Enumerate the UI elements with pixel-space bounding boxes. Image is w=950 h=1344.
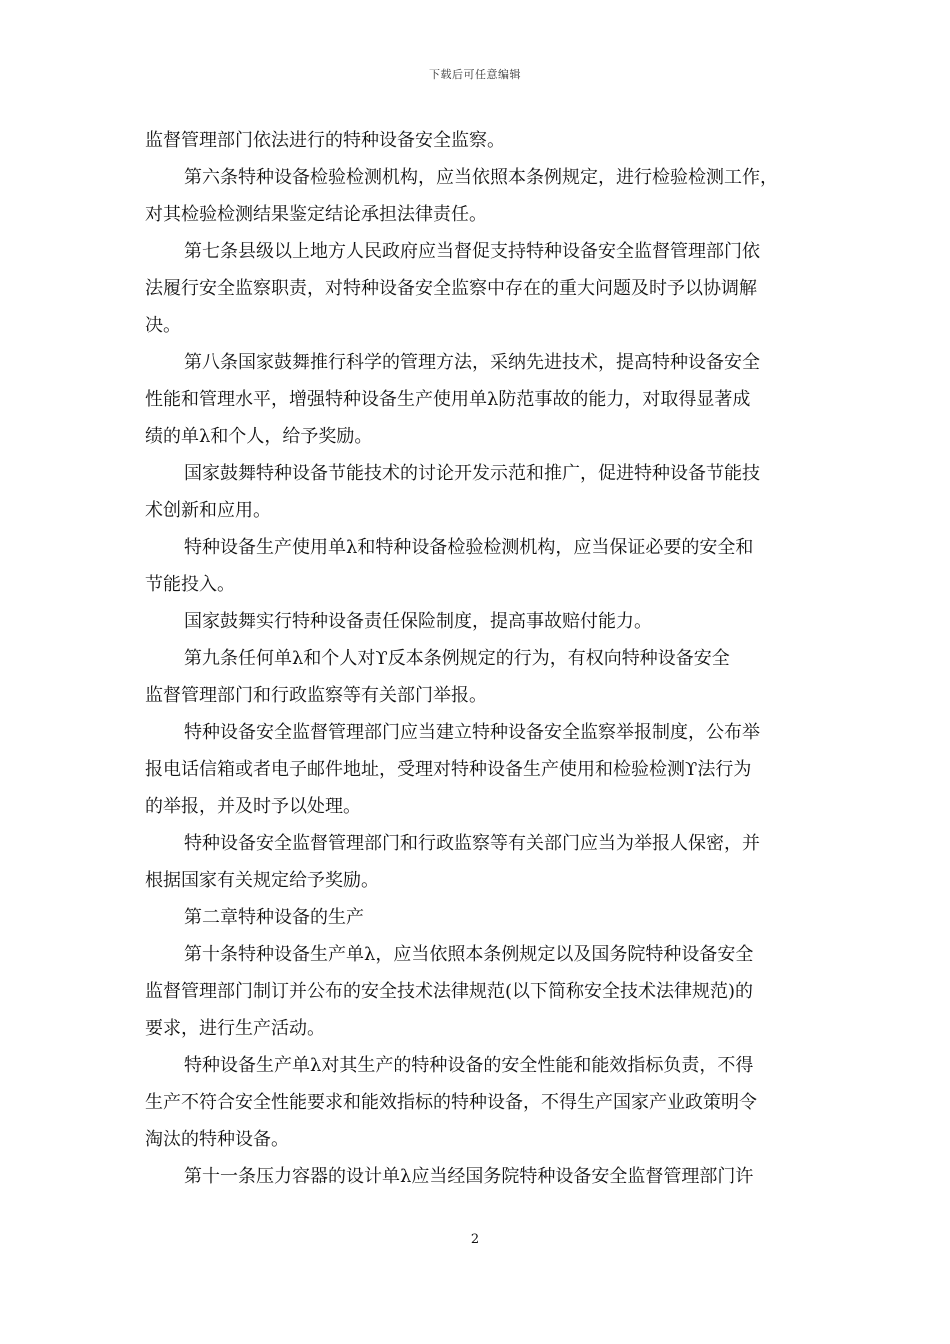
text-line: 决。 (145, 315, 181, 336)
text-line: 第六条特种设备检验检测机构，应当依照本条例规定，进行检验检测工作， (184, 167, 778, 188)
page-header: 下载后可任意编辑 (429, 68, 521, 81)
text-line: 监督管理部门制订并公布的安全技术法律规范(以下简称安全技术法律规范)的 (145, 981, 754, 1002)
text-line: 特种设备生产使用单λ和特种设备检验检测机构，应当保证必要的安全和 (184, 537, 754, 558)
text-line: 监督管理部门依法进行的特种设备安全监察。 (145, 130, 505, 151)
text-line: 的举报，并及时予以处理。 (145, 796, 361, 817)
text-line: 国家鼓舞特种设备节能技术的讨论开发示范和推广，促进特种设备节能技 (184, 463, 760, 484)
text-line: 第十一条压力容器的设计单λ应当经国务院特种设备安全监督管理部门许 (184, 1166, 754, 1187)
text-line: 特种设备生产单λ对其生产的特种设备的安全性能和能效指标负责，不得 (184, 1055, 754, 1076)
document-body (145, 122, 810, 1195)
text-line: 报电话信箱或者电子邮件地址，受理对特种设备生产使用和检验检测ϒ法行为 (145, 759, 752, 780)
text-line: 法履行安全监察职责，对特种设备安全监察中存在的重大问题及时予以协调解 (145, 278, 757, 299)
page-number: 2 (470, 1232, 480, 1247)
text-line: 国家鼓舞实行特种设备责任保险制度，提高事故赔付能力。 (184, 611, 652, 632)
text-line: 节能投入。 (145, 574, 235, 595)
text-line: 绩的单λ和个人，给予奖励。 (145, 426, 373, 447)
text-line: 要求，进行生产活动。 (145, 1018, 325, 1039)
text-line: 淘汰的特种设备。 (145, 1129, 289, 1150)
text-line: 第二章特种设备的生产 (184, 907, 364, 928)
text-line: 特种设备安全监督管理部门和行政监察等有关部门应当为举报人保密，并 (184, 833, 760, 854)
text-line: 生产不符合安全性能要求和能效指标的特种设备，不得生产国家产业政策明令 (145, 1092, 757, 1113)
text-line: 特种设备安全监督管理部门应当建立特种设备安全监察举报制度，公布举 (184, 722, 760, 743)
text-line: 根据国家有关规定给予奖励。 (145, 870, 379, 891)
text-line: 性能和管理水平，增强特种设备生产使用单λ防范事故的能力，对取得显著成 (145, 389, 751, 410)
text-line: 第十条特种设备生产单λ，应当依照本条例规定以及国务院特种设备安全 (184, 944, 754, 965)
text-line: 第九条任何单λ和个人对ϒ反本条例规定的行为，有权向特种设备安全 (184, 648, 730, 669)
text-line: 对其检验检测结果鉴定结论承担法律责任。 (145, 204, 487, 225)
text-line: 第八条国家鼓舞推行科学的管理方法，采纳先进技术，提高特种设备安全 (184, 352, 760, 373)
text-line: 第七条县级以上地方人民政府应当督促支持特种设备安全监督管理部门依 (184, 241, 760, 262)
text-line: 监督管理部门和行政监察等有关部门举报。 (145, 685, 487, 706)
text-line: 术创新和应用。 (145, 500, 271, 521)
